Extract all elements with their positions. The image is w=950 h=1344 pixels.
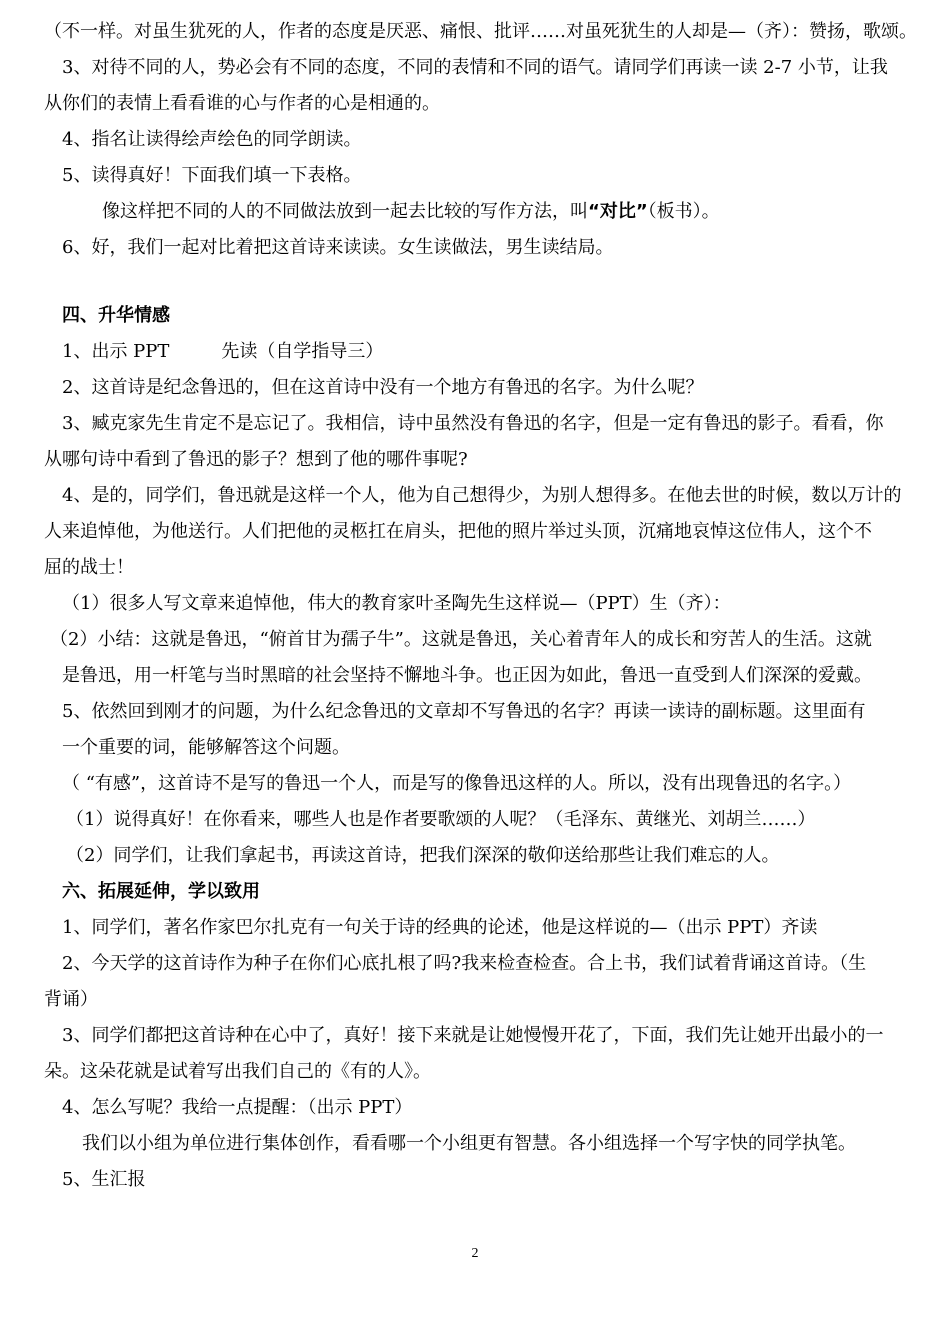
- text-line: （1）说得真好！在你看来，哪些人也是作者要歌颂的人呢？（毛泽东、黄继光、刘胡兰……）: [66, 809, 816, 830]
- text-line: [62, 340, 383, 364]
- text-line: 4、是的，同学们，鲁迅就是这样一个人，他为自己想得少，为别人想得多。在他去世的时候，数以万计的: [62, 485, 902, 506]
- text-line: 4、指名让读得绘声绘色的同学朗读。: [62, 129, 362, 150]
- text-segment: （板书）。: [647, 201, 720, 222]
- text-line: 3、对待不同的人，势必会有不同的态度，不同的表情和不同的语气。请同学们再读一读 2-7 小节，让我: [62, 57, 888, 78]
- text-line: 2、今天学的这首诗作为种子在你们心底扎根了吗?我来检查检查。合上书，我们试着背诵这首诗。（生: [62, 953, 867, 974]
- text-line: 6、好，我们一起对比着把这首诗来读读。女生读做法，男生读结局。: [62, 237, 614, 258]
- text-segment: 像这样把不同的人的不同做法放到一起去比较的写作方法，叫: [102, 201, 588, 222]
- text-line: （2）小结：这就是鲁迅，“俯首甘为孺子牛”。这就是鲁迅，关心着青年人的成长和穷苦人的生活。这就: [50, 629, 872, 650]
- text-line: 朵。这朵花就是试着写出我们自己的《有的人》。: [44, 1061, 431, 1082]
- text-line: 屈的战士！: [44, 557, 134, 578]
- text-line: 5、依然回到刚才的问题，为什么纪念鲁迅的文章却不写鲁迅的名字？再读一读诗的副标题。这里面有: [62, 701, 866, 722]
- text-line: 背诵）: [44, 989, 98, 1010]
- text-line: 是鲁迅，用一杆笔与当时黑暗的社会坚持不懈地斗争。也正因为如此，鲁迅一直受到人们深深的爱戴。: [62, 665, 872, 686]
- text-line: 3、同学们都把这首诗种在心中了，真好！接下来就是让她慢慢开花了，下面，我们先让她开出最小的一: [62, 1025, 884, 1046]
- text-line: 人来追悼他，为他送行。人们把他的灵柩扛在肩头，把他的照片举过头顶，沉痛地哀悼这位伟人，这个不: [44, 521, 872, 542]
- section-heading: 四、升华情感: [62, 305, 170, 326]
- text-line: （不一样。对虽生犹死的人，作者的态度是厌恶、痛恨、批评……对虽死犹生的人却是—（齐）：赞扬，歌颂。: [44, 21, 917, 42]
- text-line: （2）同学们，让我们拿起书，再读这首诗，把我们深深的敬仰送给那些让我们难忘的人。: [66, 845, 780, 866]
- text-line: 从你们的表情上看看谁的心与作者的心是相通的。: [44, 93, 440, 114]
- text-line: 5、读得真好！下面我们填一下表格。: [62, 165, 362, 186]
- bold-term: “对比”: [588, 201, 648, 222]
- text-line: （1）很多人写文章来追悼他，伟大的教育家叶圣陶先生这样说—（PPT）生（齐）：: [62, 593, 731, 614]
- text-line: 4、怎么写呢？我给一点提醒：（出示 PPT）: [62, 1097, 413, 1118]
- text-segment: 1、出示 PPT: [62, 341, 170, 362]
- text-segment: 先读（自学指导三）: [221, 341, 384, 362]
- text-line: 一个重要的词，能够解答这个问题。: [62, 737, 350, 758]
- text-line: 5、生汇报: [62, 1169, 146, 1190]
- page-number: 2: [471, 1246, 479, 1261]
- text-line: [102, 200, 720, 224]
- text-line: （ “有感”，这首诗不是写的鲁迅一个人，而是写的像鲁迅这样的人。所以，没有出现鲁迅的名字。）: [62, 773, 852, 794]
- text-line: 3、臧克家先生肯定不是忘记了。我相信，诗中虽然没有鲁迅的名字，但是一定有鲁迅的影子。看看，你: [62, 413, 884, 434]
- section-heading: 六、拓展延伸，学以致用: [62, 881, 260, 902]
- text-line: 我们以小组为单位进行集体创作，看看哪一个小组更有智慧。各小组选择一个写字快的同学执笔。: [82, 1133, 856, 1154]
- text-line: 1、同学们，著名作家巴尔扎克有一句关于诗的经典的论述，他是这样说的—（出示 PPT）齐读: [62, 917, 818, 938]
- text-line: 从哪句诗中看到了鲁迅的影子？想到了他的哪件事呢?: [44, 449, 468, 470]
- text-line: 2、这首诗是纪念鲁迅的，但在这首诗中没有一个地方有鲁迅的名字。为什么呢？: [62, 377, 704, 398]
